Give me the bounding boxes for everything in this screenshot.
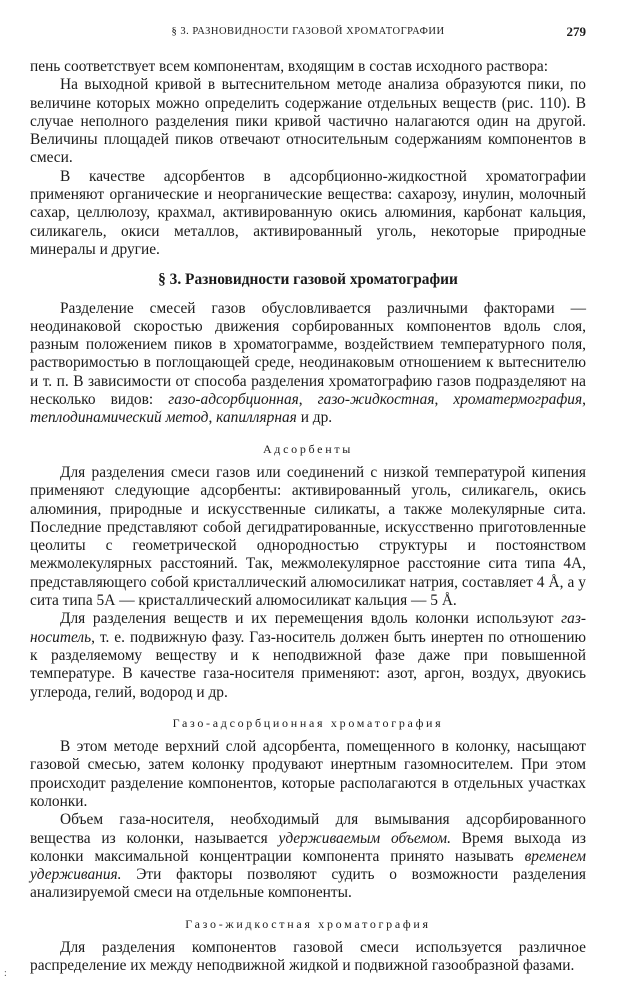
section-heading: § 3. Разновидности газовой хроматографии <box>158 271 458 289</box>
term-capillary: капиллярная <box>216 409 297 427</box>
body-text <box>30 58 586 976</box>
running-head: § 3. РАЗНОВИДНОСТИ ГАЗОВОЙ ХРОМАТОГРАФИИ <box>171 26 445 37</box>
paragraph-carrier-gas <box>30 610 586 701</box>
paragraph-text: Для разделения веществ и их перемещения вдоль колонки используют <box>60 610 554 628</box>
subheading-gas-adsorption: Газо-адсорбционная хроматография <box>172 715 444 730</box>
term-gas-liquid: газо-жидкостная <box>317 391 435 409</box>
term-gas-adsorption: газо-адсорбционная <box>168 391 299 409</box>
subheading-adsorbents: Адсорбенты <box>262 441 354 456</box>
term-carrier-gas: газ-носитель <box>30 610 586 646</box>
paragraph-text: Разделение смесей газов обусловливается различными факторами — неодинаковой скоростью движения сорбированных компонентов вдоль слоя, разным положением пиков в хроматограмме, воздействием температурного поля, растворимостью в поглощающей среде, неодинаковым отношением к вытеснителю и т. п. В зависимости от способа разделения хроматографию газов подразделяют на несколько видов: <box>30 299 586 409</box>
paragraph-retention <box>30 811 586 902</box>
paragraph-gas-separation: Разделение смесей газов обусловливается различными факторами — неодинаковой скоростью движения сорбированных компонентов вдоль слоя, разным положением пиков в хроматограмме, воздействием температурного поля, растворимостью в поглощающей среде, неодинаковым отношением к вытеснителю и т. п. В зависимости от способа разделения хроматографию газов подразделяют на несколько видов: газо-адсорбционная, газо-жидкостная, хроматермография, теплодинамический метод, капиллярная и др. <box>30 299 586 427</box>
subheading-gas-liquid: Газо-жидкостная хроматография <box>185 916 431 931</box>
paragraph-tail: и др. <box>300 409 333 427</box>
term-retention-time: временем удерживания. <box>30 847 586 884</box>
page-header <box>30 22 586 42</box>
term-heat-dynamic-method: теплодинамический метод <box>30 409 209 427</box>
paragraph-adsorbents-liquid: В качестве адсорбентов в адсорбционно-жидкостной хроматографии применяют органические и неорганические вещества: сахарозу, инулин, молочный сахар, целлюлозу, крахмал, активированную окись алюминия, карбонат кальция, силикагель, окиси металлов, активированный уголь, некоторые природные минералы и другие. <box>30 167 586 258</box>
page-number: 279 <box>566 24 586 39</box>
edge-mark: : <box>4 968 7 979</box>
paragraph-text: Время выхода из колонки максимальной концентрации компонента принято называть <box>30 829 586 865</box>
paragraph-gas-liquid-method: Для разделения компонентов газовой смеси используется различное распределение их между неподвижной жидкой и подвижной газообразной фазами. <box>30 939 586 975</box>
paragraph-adsorbents-gas: Для разделения смеси газов или соединений с низкой температурой кипения применяют следующие адсорбенты: активированный уголь, силикагель, окись алюминия, природные и искусственные силикаты, а также молекулярные сита. Последние представляют собой дегидратированные, искусственно приготовленные цеолиты с геометрической однородностью структуры и постоянством межмолекулярных расстояний. Так, межмолекулярное расстояние сита типа 4А, представляющего собой кристаллический алюмосиликат натрия, составляет 4 Å, а у сита типа 5А — кристаллический алюмосиликат кальция — 5 Å. <box>30 463 586 610</box>
paragraph-text: Объем газа-носителя, необходимый для вымывания адсорбированного вещества из колонки, называется <box>30 811 586 847</box>
paragraph-output-curve: На выходной кривой в вытеснительном методе анализа образуются пики, по величине которых можно определить содержание отдельных веществ (рис. 110). В случае неполного разделения пики кривой частично налагаются один на другой. Величины площадей пиков отвечают относительным содержаниям компонентов в смеси. <box>30 76 586 167</box>
term-chromathermography: хроматермография <box>453 391 583 409</box>
paragraph-text: , т. е. подвижную фазу. Газ-носитель должен быть инертен по отношению к разделяемому веществу и к неподвижной фазе даже при повышенной температуре. В качестве газа-носителя применяют: азот, аргон, воздух, двуокись углерода, гелий, водород и др. <box>30 628 586 701</box>
paragraph-continued: пень соответствует всем компонентам, входящим в состав исходного раствора: <box>30 58 549 75</box>
term-retention-volume: удерживаемым объемом. <box>278 829 451 847</box>
paragraph-text: Эти факторы позволяют судить о возможности разделения анализируемой смеси на отдельные компоненты. <box>30 866 586 902</box>
paragraph-gas-adsorption-method: В этом методе верхний слой адсорбента, помещенного в колонку, насыщают газовой смесью, затем колонку продувают инертным газомносителем. При этом происходит разделение компонентов, которые располагаются в отдельных участках колонки. <box>30 738 586 810</box>
